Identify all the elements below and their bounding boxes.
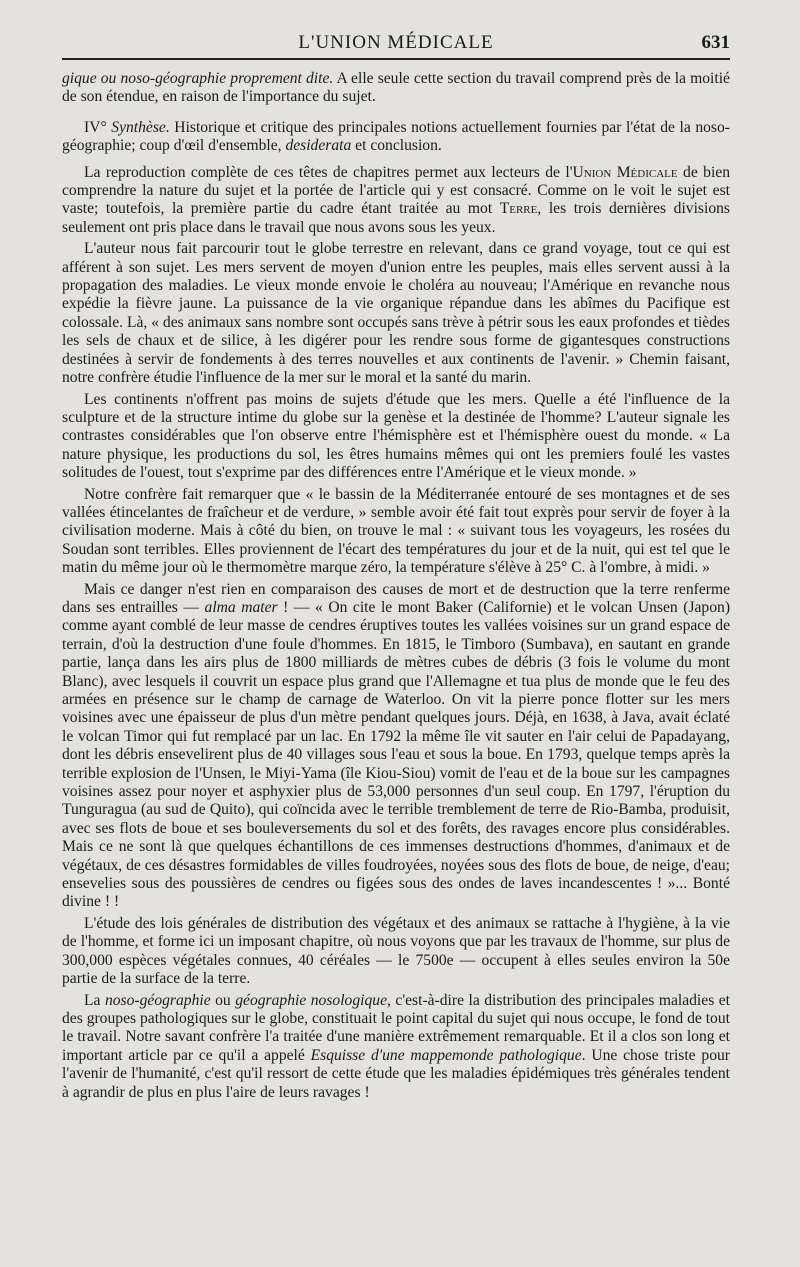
text-run: Les continents n'offrent pas moins de sujets d'étude que les mers. Quelle a été l'influence de la sculpture et de la structure intime du globe sur la genèse et la destinée de l'homme? L'auteur signale les contrastes considérables que l'on observe entre l'hémisphère est et l'hémisphère ouest du monde. « La nature physique, les productions du sol, les êtres humains mêmes qui ont les premiers foulé les vastes solitudes de l'ouest, tout s'exprime par des différences entre l'Amérique et le vieux monde. » — [62, 390, 730, 482]
paragraph — [62, 70, 730, 107]
text-run: L'auteur nous fait parcourir tout le globe terrestre en relevant, dans ce grand voyage, tout ce qui est afférent à son sujet. Les mers servent de moyen d'union entre les peuples, mais elles servent aussi à la propagation des maladies. Le vieux monde envoie le choléra au nouveau; l'Amérique en revanche nous expédie la fièvre jaune. La puissance de la vie organique répandue dans les abîmes du Pacifique est colossale. Là, « des animaux sans nombre sont occupés sans trève à pétrir sous les eaux profondes et tièdes les sels de chaux et de silice, à les digérer pour les rendre sous forme de gigantesques constructions destinées à servir de fondements à des terres nouvelles et aux continents de l'avenir. » Chemin faisant, notre confrère étudie l'influence de la mer sur le moral et la santé du marin. — [62, 240, 730, 387]
page-number: 631 — [701, 32, 730, 53]
text-run: La — [84, 991, 105, 1009]
paragraph — [62, 240, 730, 387]
text-run: et conclusion. — [351, 137, 442, 155]
italic-text: desiderata — [285, 137, 352, 155]
text-run: La reproduction complète de ces têtes de chapitres permet aux lecteurs de l' — [84, 163, 573, 181]
text-run: . Une chose triste pour l'avenir de l'humanité, c'est qu'il ressort de cette étude que les maladies épidémiques très générales tendent à agrandir de plus en plus l'aire de leurs ravages ! — [62, 1046, 730, 1101]
paragraph — [62, 119, 730, 156]
text-run: , les trois dernières divisions seulement ont pris place dans le travail que nous avons sous les yeux. — [62, 200, 730, 236]
text-run: L'étude des lois générales de distribution des végétaux et des animaux se rattache à l'hygiène, à la vie de l'homme, et forme ici un imposant chapitre, où nous voyons que par les travaux de l'homme, sur plus de 300,000 espèces végétales connues, 40 céréales — le 7500e — occupent à elles seules environ la 50e partie de la surface de la terre. — [62, 914, 730, 988]
italic-text: gique ou noso-géographie proprement dite. — [62, 70, 334, 87]
paragraph — [62, 486, 730, 578]
body-text — [62, 70, 730, 1102]
paragraph — [62, 391, 730, 483]
small-caps-text: Terre — [499, 200, 538, 218]
text-run: A elle seule cette section du travail comprend près de la moitié de son étendue, en raison de l'importance du sujet. — [62, 70, 730, 106]
text-run: Mais ce danger n'est rien en comparaison des causes de mort et de destruction que la terre renferme dans ses entrailles — — [62, 580, 730, 616]
text-run: Historique et critique des principales notions actuellement fournies par l'état de la noso-géographie; coup d'œil d'ensemble, — [62, 118, 730, 155]
italic-text: noso-géographie — [104, 991, 211, 1009]
text-run: Notre confrère fait remarquer que « le bassin de la Méditerranée entouré de ses montagnes et de ses vallées étincelantes de fraîcheur et de verdure, » semble avoir été fait tout exprès pour servir de foyer à la civilisation moderne. Mais à côté du bien, on trouve le mal : « suivant tous les voyageurs, les rosées du Soudan sont terribles. Elles proviennent de l'écart des températures du jour et de la nuit, qui est tel que le matin du même jour où le thermomètre marque zéro, la température s'élève à 25° C. à l'ombre, à midi. » — [62, 485, 730, 577]
text-run: de bien comprendre la nature du sujet et la portée de l'article qui y est consacré. Comme on le voit le sujet est vaste; toutefois, la première partie du cadre étant traitée au mot — [62, 163, 730, 218]
text-run: ! — « On cite le mont Baker (Californie) et le volcan Unsen (Japon) comme ayant comblé de leur masse de cendres éruptives toutes les vallées voisines sur un grand espace de terrain, d'où la destruction d'une foule d'hommes. En 1815, le Timboro (Sumbava), en sautant en grande partie, lança dans les airs plus de 1800 milliards de mètres cubes de débris (3 fois le volume du mont Blanc), avec lesquels il couvrit un espace plus grand que l'Allemagne et tua plus de monde que le feu des armées en présence sur le champ de carnage de Waterloo. On vit la pierre ponce flotter sur les mers voisines avec une épaisseur de plus d'un mètre pendant quelques jours. Déjà, en 1638, à Java, avait éclaté le volcan Timor qui fut remplacé par un lac. En 1792 la même île vit sauter en l'air celui de Papadayang, dont les débris ensevelirent plus de 40 villages sous l'eau et sous la boue. En 1793, quelque temps après la terrible explosion de l'Unsen, le Miyi-Yama (île Kiou-Siou) vomit de l'eau et de la boue sur les campagnes voisines assez pour noyer et asphyxier plus de 53,000 personnes d'un seul coup. En 1797, l'éruption du Tunguragua (au sud de Quito), qui coïncida avec le terrible tremblement de terre de Rio-Bamba, produisit, avec ses flots de boue et ses bouleversements du sol et des forêts, des ravages encore plus considérables. Mais ce ne sont là que quelques échantillons de ces immenses destructions d'hommes, d'animaux et de végétaux, de ces désastres formidables de villes foudroyées, noyées sous des flots de boue, de neige, d'eau; ensevelies sous des poussières de cendres ou figées sous des ondes de laves incandescentes ! »... Bonté divine ! ! — [62, 598, 731, 911]
italic-text: Synthèse. — [111, 118, 170, 136]
paragraph — [62, 581, 730, 912]
page-header — [62, 28, 730, 60]
paragraph — [62, 992, 730, 1102]
italic-text: géographie nosologique — [235, 991, 387, 1009]
text-run: IV° — [84, 118, 112, 136]
small-caps-text: Union Médicale — [572, 163, 678, 181]
paragraph — [62, 915, 730, 989]
italic-text: Esquisse d'une mappemonde pathologique — [310, 1046, 582, 1064]
paragraph — [62, 164, 730, 238]
text-run: ou — [210, 991, 236, 1009]
italic-text: alma mater — [204, 598, 278, 616]
running-title: L'UNION MÉDICALE — [298, 32, 494, 53]
text-run: , c'est-à-dire la distribution des principales maladies et des groupes pathologiques sur le globe, constituait le point capital du sujet qui nous occupe, le fond de tout le travail. Notre savant confrère l'a traitée d'une manière extrêmement remarquable. Et il a clos son long et important article par ce qu'il a appelé — [62, 991, 731, 1064]
